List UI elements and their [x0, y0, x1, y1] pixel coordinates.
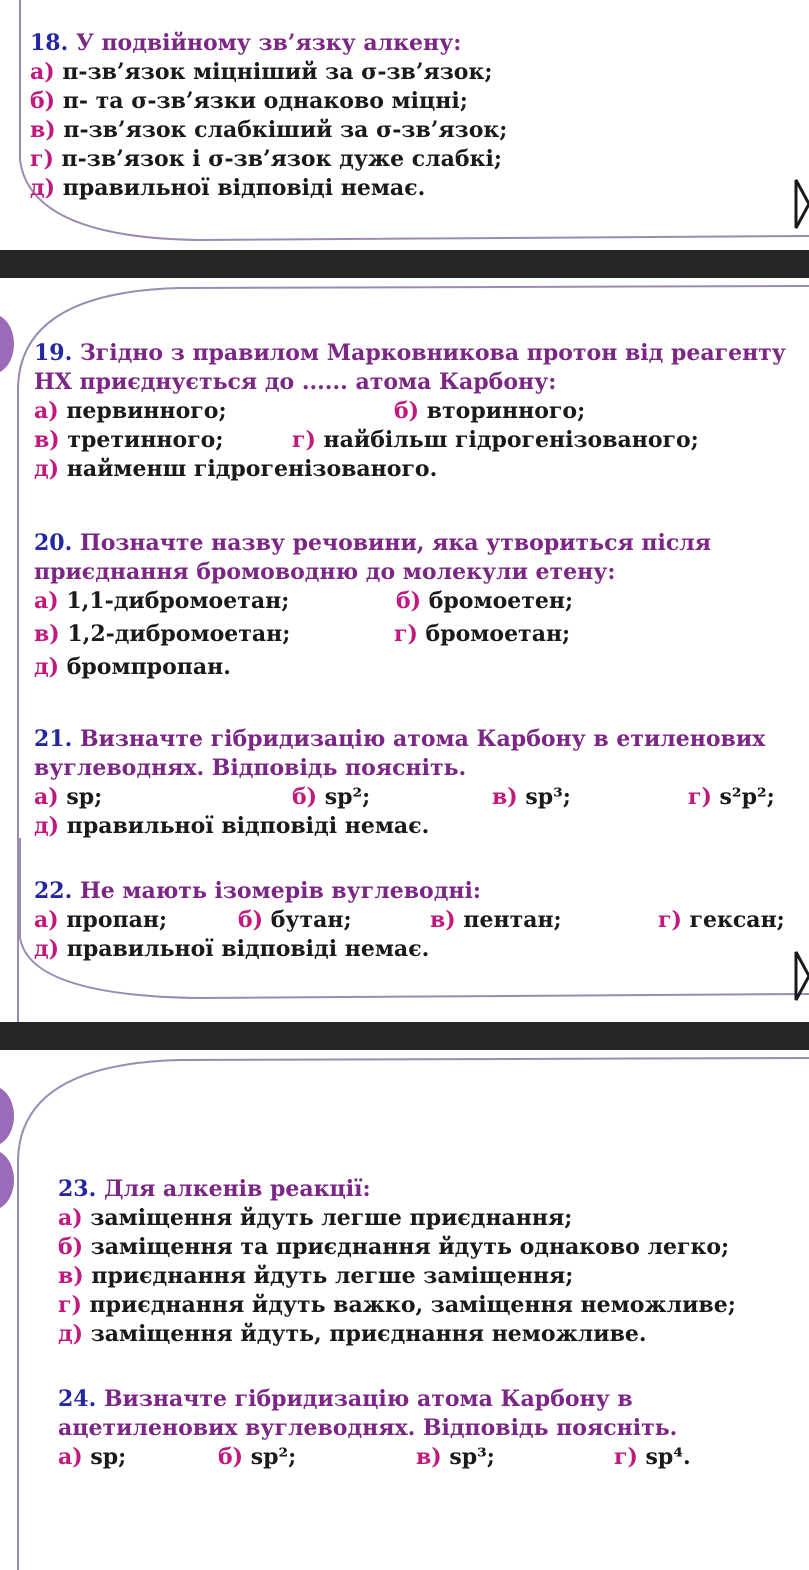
option-label: в): [34, 427, 60, 453]
option-label: а): [30, 59, 55, 85]
question-text: Позначте назву речовини, яка утвориться після: [72, 530, 712, 556]
question-number: 23.: [58, 1176, 97, 1202]
slide-1: [0, 0, 809, 250]
option-label: в): [30, 117, 56, 143]
question-number: 24.: [58, 1386, 97, 1412]
option-label: б): [218, 1444, 244, 1470]
slide-2: [0, 278, 809, 1022]
option-text: π-зв’язок і σ-зв’язок дуже слабкі;: [53, 146, 502, 172]
question-text: Згідно з правилом Марковникова протон від реагенту: [72, 340, 786, 366]
option-label: г): [614, 1444, 638, 1470]
option-label: а): [58, 1444, 83, 1470]
option-text: заміщення йдуть легше приєднання;: [82, 1205, 573, 1231]
option-label: б): [58, 1234, 84, 1260]
option-text: sp²;: [317, 784, 371, 810]
option-label: д): [34, 813, 60, 839]
option-text: sp³;: [517, 784, 571, 810]
option-text: пропан;: [58, 907, 168, 933]
option-text: sp;: [58, 784, 103, 810]
option-label: г): [658, 907, 682, 933]
question-text: Не мають ізомерів вуглеводні:: [72, 878, 481, 904]
option-label: в): [58, 1263, 84, 1289]
question-number: 20.: [34, 530, 73, 556]
option-text: правильної відповіді немає.: [55, 175, 426, 201]
option-text: бромоетен;: [421, 588, 574, 614]
question-text: Для алкенів реакції:: [96, 1176, 371, 1202]
option-text: вторинного;: [419, 398, 586, 424]
option-label: а): [58, 1205, 83, 1231]
option-label: в): [492, 784, 518, 810]
next-slide-arrow-icon: [794, 178, 809, 230]
option-label: а): [34, 784, 59, 810]
option-label: д): [30, 175, 56, 201]
option-label: г): [688, 784, 712, 810]
option-text: π- та σ-зв’язки однаково міцні;: [55, 88, 468, 114]
option-text: sp⁴.: [637, 1444, 691, 1470]
option-text: правильної відповіді немає.: [59, 936, 430, 962]
option-text: заміщення та приєднання йдуть однаково легко;: [83, 1234, 730, 1260]
option-text: π-зв’язок слабкіший за σ-зв’язок;: [55, 117, 508, 143]
slide-separator: [0, 250, 809, 278]
question-number: 18.: [30, 30, 69, 56]
option-text: приєднання йдуть легше заміщення;: [83, 1263, 574, 1289]
option-label: б): [394, 398, 420, 424]
option-text: sp²;: [243, 1444, 297, 1470]
option-label: б): [30, 88, 56, 114]
question-18: [30, 28, 507, 202]
option-text: первинного;: [58, 398, 227, 424]
option-label: в): [416, 1444, 442, 1470]
slide-3: [0, 1050, 809, 1570]
option-label: д): [34, 936, 60, 962]
question-text: Визначте гібридизацію атома Карбону в етиленових: [72, 726, 766, 752]
option-text: приєднання йдуть важко, заміщення неможливе;: [81, 1292, 736, 1318]
question-23: [58, 1174, 736, 1348]
option-text: правильної відповіді немає.: [59, 813, 430, 839]
question-21: [34, 724, 794, 840]
option-label: г): [30, 146, 54, 172]
option-label: д): [34, 456, 60, 482]
question-number: 22.: [34, 878, 73, 904]
option-text: 1,1-дибромоетан;: [58, 588, 290, 614]
option-text: бромоетан;: [417, 621, 571, 647]
option-label: г): [292, 427, 316, 453]
option-text: заміщення йдуть, приєднання неможливе.: [83, 1321, 647, 1347]
question-text: НХ приєднується до ...... атома Карбону:: [34, 369, 557, 395]
option-label: а): [34, 907, 59, 933]
question-text: вуглеводнях. Відповідь поясніть.: [34, 755, 467, 781]
option-text: бутан;: [263, 907, 352, 933]
question-22: [34, 876, 794, 963]
option-label: б): [396, 588, 422, 614]
question-text: ацетиленових вуглеводнях. Відповідь поясніть.: [58, 1415, 678, 1441]
option-text: π-зв’язок міцніший за σ-зв’язок;: [54, 59, 493, 85]
option-text: найменш гідрогенізованого.: [59, 456, 438, 482]
question-19: [34, 338, 794, 483]
question-number: 19.: [34, 340, 73, 366]
question-20: [34, 528, 794, 681]
option-text: пентан;: [455, 907, 562, 933]
option-label: д): [58, 1321, 84, 1347]
question-number: 21.: [34, 726, 73, 752]
next-slide-arrow-icon: [794, 950, 809, 1002]
option-label: г): [58, 1292, 82, 1318]
option-text: гексан;: [681, 907, 785, 933]
option-label: а): [34, 588, 59, 614]
option-text: найбільш гідрогенізованого;: [315, 427, 699, 453]
option-label: б): [238, 907, 264, 933]
option-label: г): [394, 621, 418, 647]
option-text: 1,2-дибромоетан;: [59, 621, 291, 647]
question-text: приєднання бромоводню до молекули етену:: [34, 559, 616, 585]
option-label: а): [34, 398, 59, 424]
option-label: в): [34, 621, 60, 647]
option-text: бромпропан.: [59, 654, 231, 680]
option-label: в): [430, 907, 456, 933]
option-text: s²p²;: [711, 784, 775, 810]
option-text: третинного;: [59, 427, 224, 453]
question-text: Визначте гібридизацію атома Карбону в: [96, 1386, 633, 1412]
slide-separator: [0, 1022, 809, 1050]
option-text: sp;: [82, 1444, 127, 1470]
option-label: д): [34, 654, 60, 680]
question-text: У подвійному зв’язку алкену:: [68, 30, 462, 56]
option-text: sp³;: [441, 1444, 495, 1470]
question-24: [58, 1384, 778, 1471]
option-label: б): [292, 784, 318, 810]
